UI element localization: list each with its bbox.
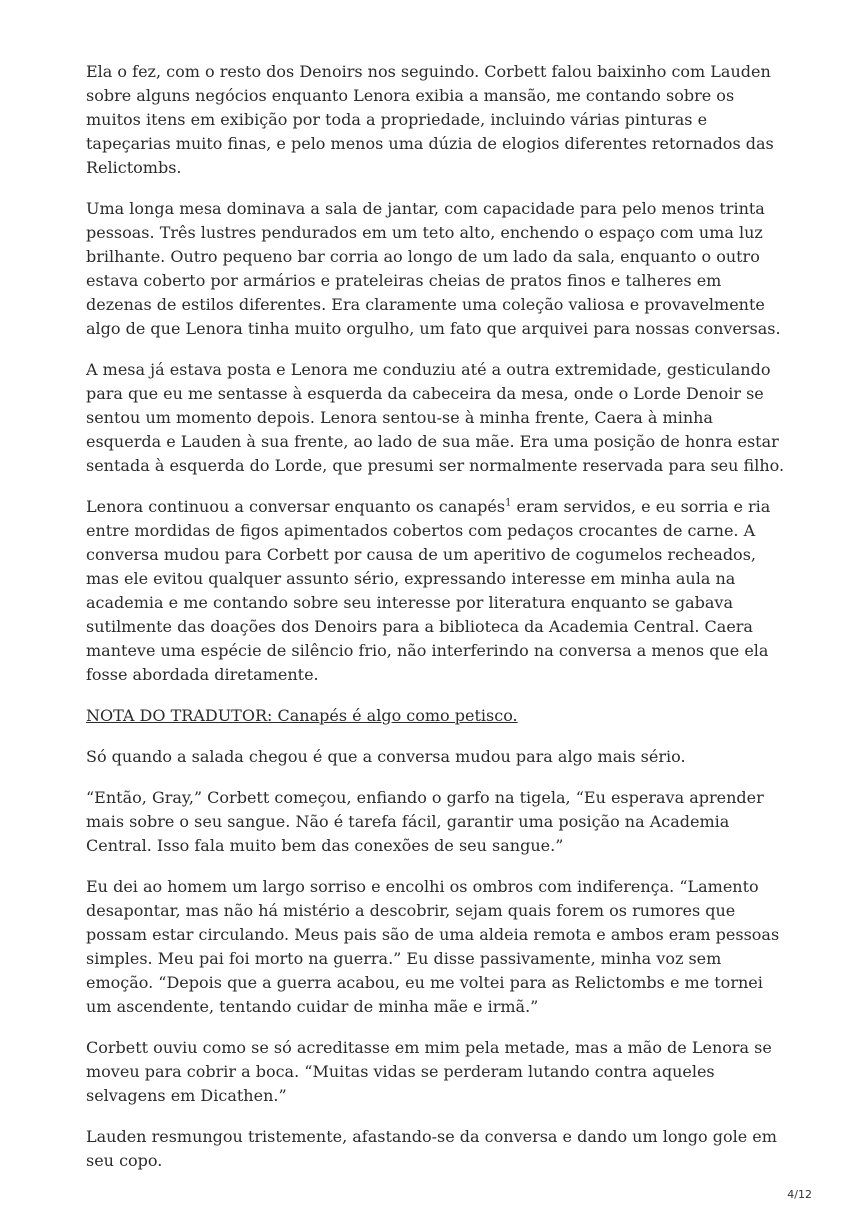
paragraph: “Então, Gray,” Corbett começou, enfiando o garfo na tigela, “Eu esperava aprender mais sobre o seu sangue. Não é tarefa fácil, garantir uma posição na Academia Central. Isso fala muito bem das conexões de seu sangue.” bbox=[86, 788, 764, 855]
document-body bbox=[86, 60, 786, 1190]
footnote-marker: 1 bbox=[505, 497, 512, 509]
translator-note: NOTA DO TRADUTOR: Canapés é algo como petisco. bbox=[86, 706, 518, 725]
paragraph: Corbett ouviu como se só acreditasse em mim pela metade, mas a mão de Lenora se moveu para cobrir a boca. “Muitas vidas se perderam lutando contra aqueles selvagens em Dicathen.” bbox=[86, 1038, 772, 1105]
paragraph: Eu dei ao homem um largo sorriso e encolhi os ombros com indiferença. “Lamento desapontar, mas não há mistério a descobrir, sejam quais forem os rumores que possam estar circulando. Meus pais são de uma aldeia remota e ambos eram pessoas simples. Meu pai foi morto na guerra.” Eu disse passivamente, minha voz sem emoção. “Depois que a guerra acabou, eu me voltei para as Relictombs e me tornei um ascendente, tentando cuidar de minha mãe e irmã.” bbox=[86, 877, 780, 1016]
paragraph bbox=[86, 495, 786, 687]
paragraph-text: Lenora continuou a conversar enquanto os canapés bbox=[86, 497, 506, 516]
paragraph: A mesa já estava posta e Lenora me conduziu até a outra extremidade, gesticulando para que eu me sentasse à esquerda da cabeceira da mesa, onde o Lorde Denoir se sentou um momento depois. Lenora sentou-se à minha frente, Caera à minha esquerda e Lauden à sua frente, ao lado de sua mãe. Era uma posição de honra estar sentada à esquerda do Lorde, que presumi ser normalmente reservada para seu filho. bbox=[86, 360, 785, 475]
paragraph: Só quando a salada chegou é que a conversa mudou para algo mais sério. bbox=[86, 747, 686, 766]
page-number: 4/12 bbox=[787, 1188, 812, 1201]
paragraph: Ela o fez, com o resto dos Denoirs nos seguindo. Corbett falou baixinho com Lauden sobre alguns negócios enquanto Lenora exibia a mansão, me contando sobre os muitos itens em exibição por toda a propriedade, incluindo várias pinturas e tapeçarias muito finas, e pelo menos uma dúzia de elogios diferentes retornados das Relictombs. bbox=[86, 62, 774, 177]
paragraph: Lauden resmungou tristemente, afastando-se da conversa e dando um longo gole em seu copo. bbox=[86, 1127, 777, 1170]
paragraph-text: eram servidos, e eu sorria e ria entre mordidas de figos apimentados cobertos com pedaços crocantes de carne. A conversa mudou para Corbett por causa de um aperitivo de cogumelos recheados, mas ele evitou qualquer assunto sério, expressando interesse em minha aula na academia e me contando sobre seu interesse por literatura enquanto se gabava sutilmente das doações dos Denoirs para a biblioteca da Academia Central. Caera manteve uma espécie de silêncio frio, não interferindo na conversa a menos que ela fosse abordada diretamente. bbox=[86, 497, 771, 684]
paragraph: Uma longa mesa dominava a sala de jantar, com capacidade para pelo menos trinta pessoas. Três lustres pendurados em um teto alto, enchendo o espaço com uma luz brilhante. Outro pequeno bar corria ao longo de um lado da sala, enquanto o outro estava coberto por armários e prateleiras cheias de pratos finos e talheres em dezenas de estilos diferentes. Era claramente uma coleção valiosa e provavelmente algo de que Lenora tinha muito orgulho, um fato que arquivei para nossas conversas. bbox=[86, 199, 781, 338]
